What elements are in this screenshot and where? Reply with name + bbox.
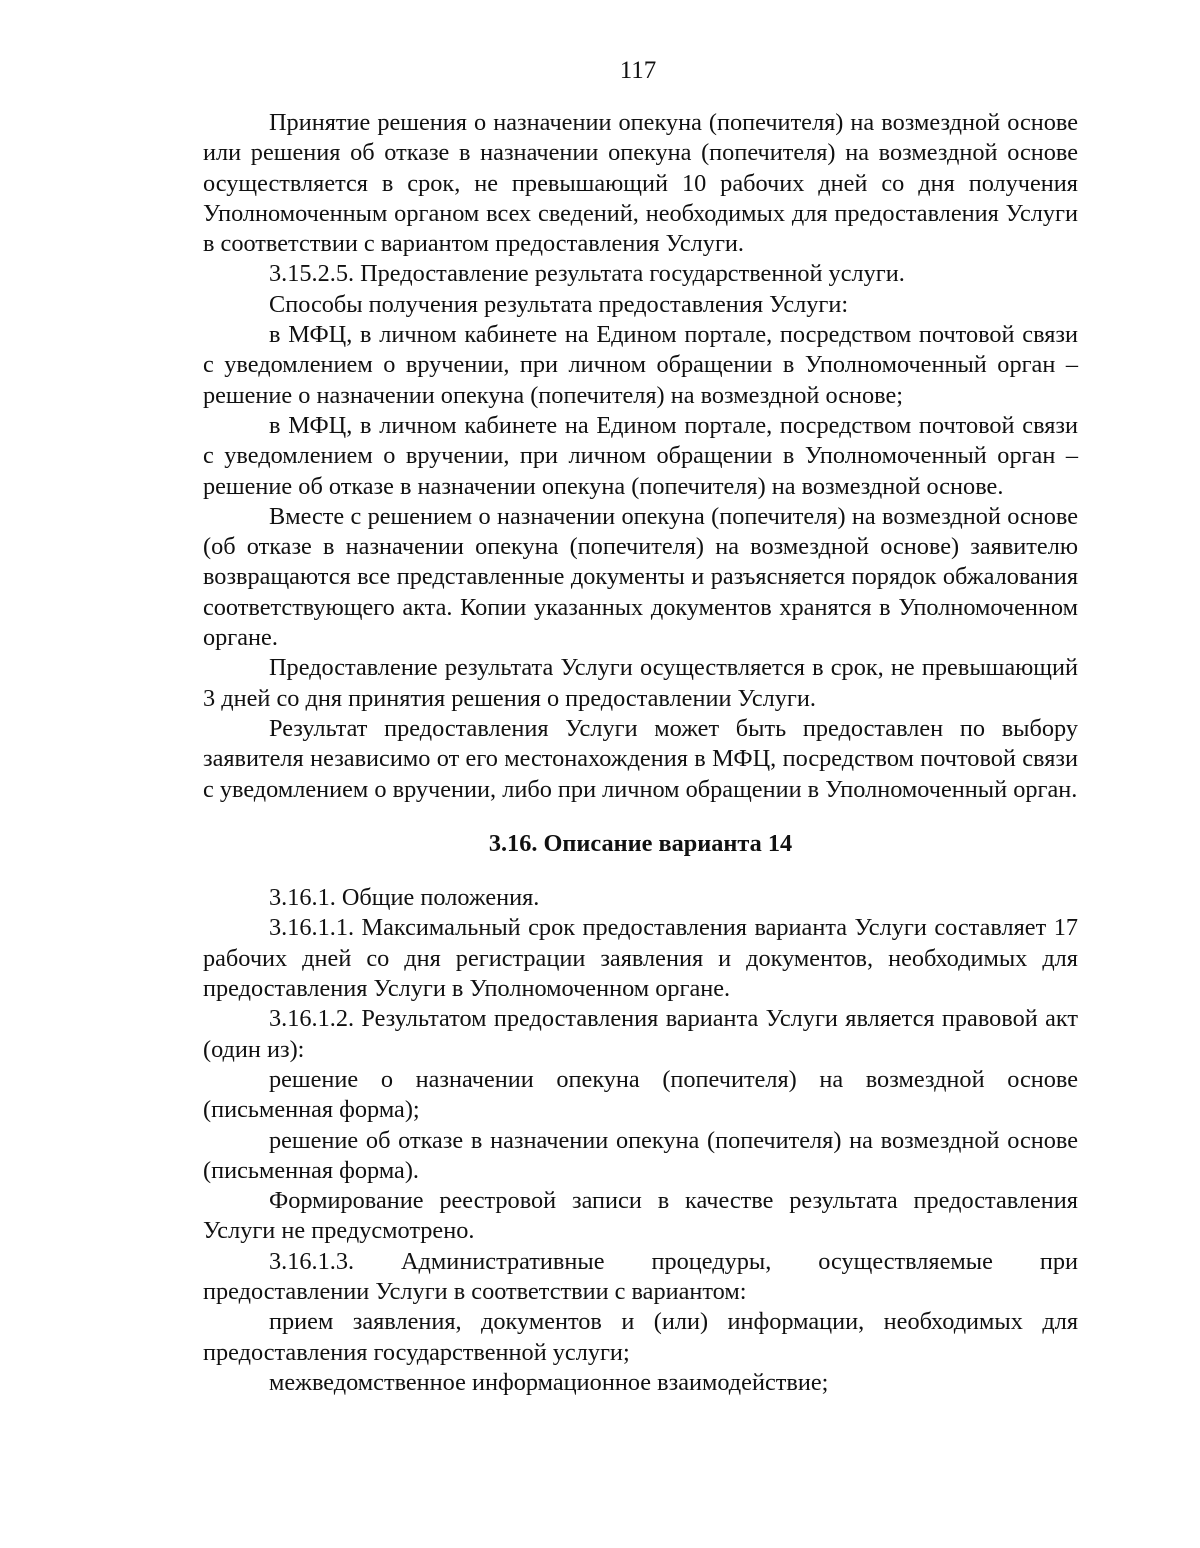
paragraph: 3.16.1. Общие положения.: [269, 884, 540, 912]
section-heading: 3.16. Описание варианта 14: [488, 829, 793, 857]
paragraph: Результат предоставления Услуги может быть предоставлен по выбору заявителя независимо от его местонахождения в МФЦ, посредством почтовой связи с уведомлением о вручении, либо при личном обращении в Уполномоченный орган.: [203, 714, 1078, 803]
paragraph: прием заявления, документов и (или) информации, необходимых для предоставления государственной услуги;: [203, 1308, 1078, 1366]
paragraph: в МФЦ, в личном кабинете на Едином портале, посредством почтовой связи с уведомлением о вручении, при личном обращении в Уполномоченный орган – решение об отказе в назначении опекуна (попечителя) на возмездной основе.: [203, 411, 1078, 500]
paragraph: 3.15.2.5. Предоставление результата государственной услуги.: [269, 260, 905, 288]
paragraph: Предоставление результата Услуги осуществляется в срок, не превышающий 3 дней со дня принятия решения о предоставлении Услуги.: [203, 654, 1078, 712]
paragraph: Вместе с решением о назначении опекуна (попечителя) на возмездной основе (об отказе в назначении опекуна (попечителя) на возмездной основе) заявителю возвращаются все представленные документы и разъясняется порядок обжалования соответствующего акта. Копии указанных документов хранятся в Уполномоченном органе.: [203, 502, 1078, 652]
page-number: 117: [619, 57, 657, 84]
paragraph: 3.16.1.1. Максимальный срок предоставления варианта Услуги составляет 17 рабочих дней со дня регистрации заявления и документов, необходимых для предоставления Услуги в Уполномоченном органе.: [203, 914, 1078, 1003]
paragraph: Способы получения результата предоставления Услуги:: [269, 290, 849, 318]
paragraph: 3.16.1.3. Административные процедуры, осуществляемые при предоставлении Услуги в соответствии с вариантом:: [203, 1247, 1078, 1305]
paragraph: 3.16.1.2. Результатом предоставления варианта Услуги является правовой акт (один из):: [203, 1005, 1078, 1063]
paragraph: в МФЦ, в личном кабинете на Едином портале, посредством почтовой связи с уведомлением о вручении, при личном обращении в Уполномоченный орган – решение о назначении опекуна (попечителя) на возмездной основе;: [203, 321, 1078, 409]
paragraph: межведомственное информационное взаимодействие;: [269, 1368, 829, 1396]
document-body: [203, 108, 1078, 1398]
paragraph: Принятие решения о назначении опекуна (попечителя) на возмездной основе или решения об отказе в назначении опекуна (попечителя) на возмездной основе осуществляется в срок, не превышающий 10 рабочих дней со дня получения Уполномоченным органом всех сведений, необходимых для предоставления Услуги в соответствии с вариантом предоставления Услуги.: [203, 109, 1078, 258]
paragraph: Формирование реестровой записи в качестве результата предоставления Услуги не предусмотрено.: [203, 1187, 1078, 1245]
paragraph: решение об отказе в назначении опекуна (попечителя) на возмездной основе (письменная форма).: [203, 1126, 1078, 1184]
paragraph: решение о назначении опекуна (попечителя) на возмездной основе (письменная форма);: [203, 1065, 1078, 1124]
